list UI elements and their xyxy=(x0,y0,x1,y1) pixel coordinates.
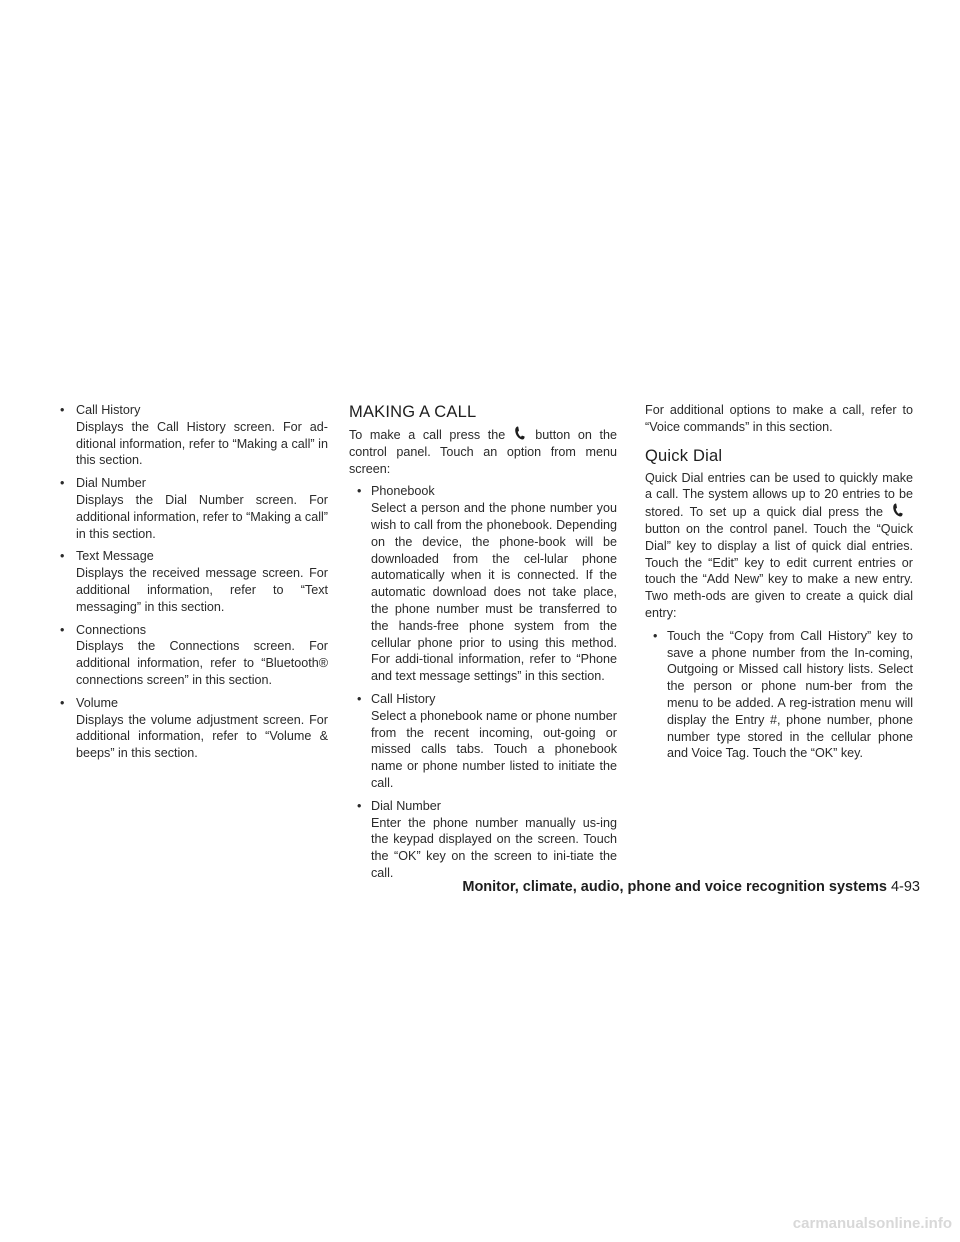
column-3 xyxy=(645,402,913,768)
item-body: Displays the received message screen. For additional information, refer to “Text messaging” in this section. xyxy=(76,566,328,614)
phone-handset-icon xyxy=(505,426,535,440)
item-title: Call History xyxy=(371,691,436,706)
bullet-dot: • xyxy=(357,484,362,499)
item-body: Displays the Dial Number screen. For additional information, refer to “Making a call” in this section. xyxy=(76,492,328,541)
section-heading-quick-dial: Quick Dial xyxy=(645,446,723,465)
chapter-title: Monitor, climate, audio, phone and voice recognition systems xyxy=(462,879,887,895)
page-footer xyxy=(0,877,920,897)
bullet-dot: • xyxy=(60,695,65,710)
list-item xyxy=(357,798,617,882)
item-title: Call History xyxy=(76,403,141,417)
column-1 xyxy=(60,402,328,768)
bullet-dot: • xyxy=(653,628,658,643)
item-title: Volume xyxy=(76,695,119,710)
intro-text-before: To make a call press the xyxy=(349,428,506,442)
outro-paragraph: For additional options to make a call, refer to “Voice commands” in this section. xyxy=(645,403,913,434)
item-title: Phonebook xyxy=(371,484,435,499)
quick-dial-paragraph xyxy=(645,470,913,622)
bullet-dot: • xyxy=(60,549,65,564)
bullet-dot: • xyxy=(60,403,65,417)
item-title: Dial Number xyxy=(76,476,146,491)
bullet-dot: • xyxy=(357,691,362,706)
list-item xyxy=(60,548,328,615)
list-item xyxy=(60,622,328,689)
item-body: Displays the Call History screen. For ad-ditional information, refer to “Making a call” in this section. xyxy=(76,419,328,468)
list-item xyxy=(653,628,913,762)
phone-handset-icon xyxy=(883,503,913,517)
item-body: Displays the Connections screen. For additional information, refer to “Bluetooth® connections screen” in this section. xyxy=(76,639,328,687)
item-body: Displays the volume adjustment screen. For additional information, refer to “Volume & beeps” in this section. xyxy=(76,712,328,761)
watermark: carmanualsonline.info xyxy=(792,1215,952,1232)
intro-paragraph xyxy=(349,426,617,477)
section-heading-making-a-call: MAKING A CALL xyxy=(349,403,477,421)
item-body: Select a phonebook name or phone number from the recent incoming, out-going or missed calls tabs. Touch a phonebook name or phone number listed to initiate the call. xyxy=(371,708,617,790)
list-item xyxy=(60,475,328,542)
list-item xyxy=(357,691,617,792)
bullet-dot: • xyxy=(60,622,65,637)
quick-dial-text-after: button on the control panel. Touch the “Quick Dial” key to display a list of quick dial entries. Touch the “Edit” key to edit current entries or touch the “Add New” key to make a new entry. Two meth-ods are given to create a quick dial entry: xyxy=(645,521,913,620)
page-number: 4-93 xyxy=(890,879,920,895)
item-title: Dial Number xyxy=(371,798,441,813)
list-item xyxy=(357,483,617,685)
item-title: Connections xyxy=(76,622,147,637)
bullet-dot: • xyxy=(357,798,362,813)
list-item xyxy=(60,695,328,762)
intro-text-after: button on the control panel. Touch an option from menu screen: xyxy=(349,428,618,476)
column-2 xyxy=(349,402,617,888)
bullet-dot: • xyxy=(60,476,65,491)
item-body: Enter the phone number manually us-ing the keypad displayed on the screen. Touch the “OK” key on the screen to ini-tiate the call. xyxy=(371,815,617,880)
item-body: Touch the “Copy from Call History” key to save a phone number from the In-coming, Outgoing or Missed call history lists. Select the person or phone num-ber from the menu to be added. A reg-istration menu will display the Entry #, phone number, phone number type stored in the cellular phone and Voice Tag. Touch the “OK” key. xyxy=(667,628,913,761)
item-body: Select a person and the phone number you wish to call from the phonebook. Depending on the device, the phone-book will be downloaded from the cel-lular phone automatically when it is connected. If the automatic download does not take place, the phone number must be transferred to the hands-free phone system from the cellular phone prior to using this method. For addi-tional information, refer to “Phone and text message settings” in this section. xyxy=(371,501,617,684)
list-item xyxy=(60,402,328,469)
item-title: Text Message xyxy=(76,549,154,564)
quick-dial-text-before: Quick Dial entries can be used to quickly make a call. The system allows up to 20 entries to be stored. To set up a quick dial press the xyxy=(645,470,913,520)
